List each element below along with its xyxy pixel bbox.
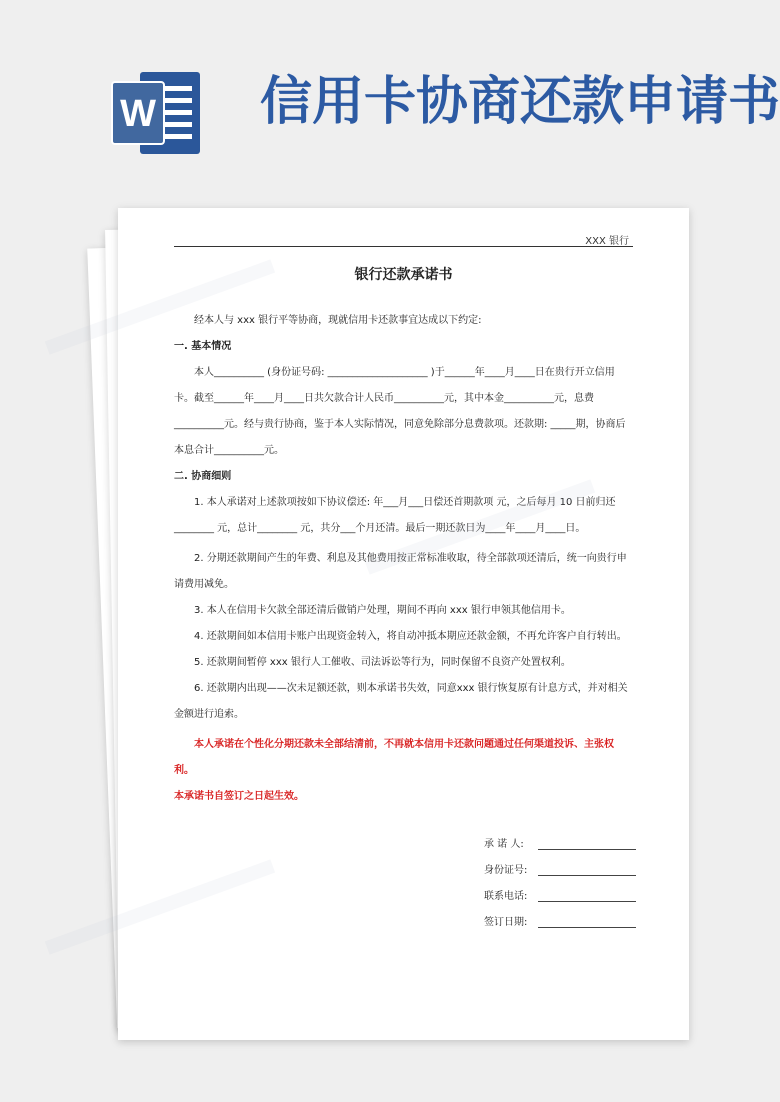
signature-row — [484, 902, 636, 928]
signature-row — [484, 876, 636, 902]
signature-row — [484, 824, 636, 850]
word-icon-letter: W — [120, 93, 156, 135]
banner-title: 信用卡协商还款申请书 — [260, 71, 780, 132]
header-rule — [174, 246, 633, 247]
clause-item: 1. 本人承诺对上述款项按如下协议偿还: 年___月___日偿还首期款项 元，之后每月 10 日前归还________ 元，总计________ 元，共分___个月还清。最后一期还款日为____年____月____日。 — [174, 497, 616, 534]
clause-item: 2. 分期还款期间产生的年费、利息及其他费用按正常标准收取，待全部款项还清后，统一向贵行申请费用减免。 — [174, 553, 627, 590]
word-document-icon — [110, 68, 202, 158]
promisor-line — [538, 835, 636, 850]
section2-heading: 二. 协商细则 — [174, 471, 232, 482]
signature-row — [484, 850, 636, 876]
section1-text: 本人__________ (身份证号码: ____________________ )于______年____月____日在贵行开立信用卡。截至______年____月____日共欠款合计人民币__________元，其中本金__________元，息费__________元。经与贵行协商，鉴于本人实际情况，同意免除部分息费款项。还款期: _____期，协商后本息合计__________元。 — [174, 367, 626, 456]
id-label: 身份证号: — [484, 865, 528, 876]
clause-item: 3. 本人在信用卡欠款全部还清后做销户处理，期间不再向 xxx 银行申领其他信用卡。 — [194, 605, 571, 616]
phone-line — [538, 887, 636, 902]
clause-item: 4. 还款期间如本信用卡账户出现资金转入，将自动冲抵本期应还款金额，不再允许客户自行转出。 — [194, 631, 627, 642]
date-line — [538, 913, 636, 928]
document-title: 银行还款承诺书 — [354, 267, 453, 283]
phone-label: 联系电话: — [484, 891, 528, 902]
section1-heading: 一. 基本情况 — [174, 341, 232, 352]
date-label: 签订日期: — [484, 917, 528, 928]
red-notice: 本人承诺在个性化分期还款未全部结清前，不再就本信用卡还款问题通过任何渠道投诉、主张权利。 — [174, 739, 614, 776]
clause-item: 6. 还款期内出现——次未足额还款，则本承诺书失效，同意xxx 银行恢复原有计息方式，并对相关金额进行追索。 — [174, 683, 628, 720]
header-bank-name: XXX 银行 — [585, 236, 629, 247]
red-effective-notice: 本承诺书自签订之日起生效。 — [174, 791, 304, 802]
document-page — [118, 208, 689, 1040]
signature-block — [484, 824, 636, 928]
promisor-label: 承 诺 人: — [484, 839, 524, 850]
id-line — [538, 861, 636, 876]
clause-item: 5. 还款期间暂停 xxx 银行人工催收、司法诉讼等行为，同时保留不良资产处置权利。 — [194, 657, 571, 668]
intro-paragraph: 经本人与 xxx 银行平等协商，现就信用卡还款事宜达成以下约定: — [194, 315, 482, 326]
